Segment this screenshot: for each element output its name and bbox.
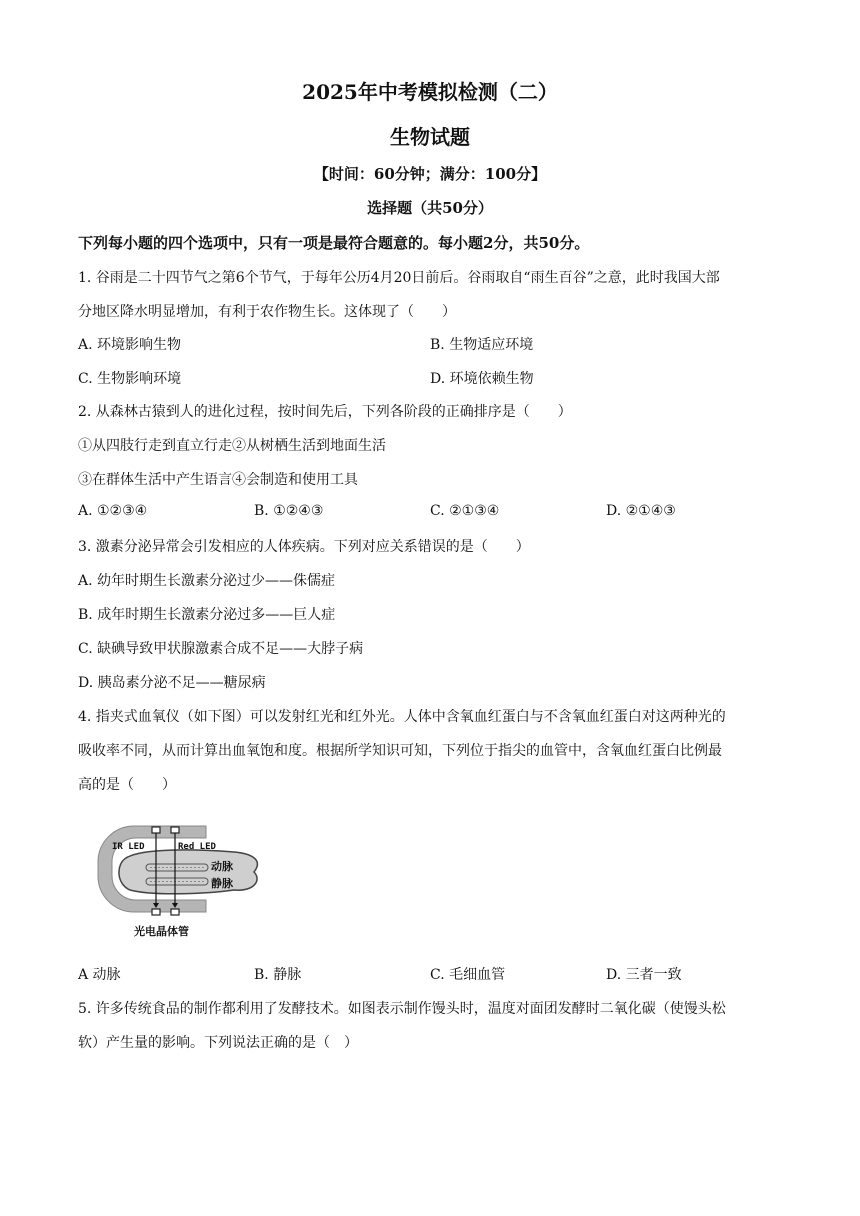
q2-stem-line2: ①从四肢行走到直立行走②从树栖生活到地面生活 bbox=[78, 438, 386, 454]
finger-shape bbox=[119, 850, 257, 894]
vein-label: 静脉 bbox=[211, 877, 233, 890]
red-led-label: Red LED bbox=[178, 842, 216, 852]
exam-title: 2025年中考模拟检测（二） bbox=[302, 80, 558, 104]
q4-option-b: B. 静脉 bbox=[254, 967, 302, 983]
red-led bbox=[171, 827, 179, 833]
q5-stem-line1: 5. 许多传统食品的制作都利用了发酵技术。如图表示制作馒头时，温度对面团发酵时二氧化碳（使馒头松 bbox=[78, 1001, 726, 1017]
q2-stem-line3: ③在群体生活中产生语言④会制造和使用工具 bbox=[78, 472, 358, 488]
q5-stem-line2: 软）产生量的影响。下列说法正确的是（ ） bbox=[78, 1035, 358, 1051]
subject-title: 生物试题 bbox=[390, 125, 470, 149]
q4-option-d: D. 三者一致 bbox=[606, 967, 682, 983]
q3-option-a: A. 幼年时期生长激素分泌过少——侏儒症 bbox=[78, 573, 336, 589]
q1-option-b: B. 生物适应环境 bbox=[430, 337, 534, 353]
q1-option-d: D. 环境依赖生物 bbox=[430, 371, 534, 387]
time-info: 【时间：60分钟；满分：100分】 bbox=[313, 165, 547, 183]
ir-led-label: IR LED bbox=[112, 842, 145, 852]
q2-option-c: C. ②①③④ bbox=[430, 503, 500, 519]
q1-option-a: A. 环境影响生物 bbox=[78, 337, 182, 353]
artery-label: 动脉 bbox=[211, 860, 233, 873]
q1-stem-line2: 分地区降水明显增加，有利于农作物生长。这体现了（ ） bbox=[78, 304, 456, 320]
q3-option-b: B. 成年时期生长激素分泌过多——巨人症 bbox=[78, 607, 336, 623]
q4-stem-line2: 吸收率不同，从而计算出血氧饱和度。根据所学知识可知，下列位于指尖的血管中，含氧血红蛋白比例最 bbox=[78, 743, 722, 759]
q1-option-c: C. 生物影响环境 bbox=[78, 371, 182, 387]
q4-stem-line1: 4. 指夹式血氧仪（如下图）可以发射红光和红外光。人体中含氧血红蛋白与不含氧血红蛋白对这两种光的 bbox=[78, 709, 726, 725]
figure-caption: 光电晶体管 bbox=[134, 925, 189, 938]
q4-stem-line3: 高的是（ ） bbox=[78, 777, 176, 793]
q2-option-b: B. ①②④③ bbox=[254, 503, 324, 519]
q3-stem-line1: 3. 激素分泌异常会引发相应的人体疾病。下列对应关系错误的是（ ） bbox=[78, 539, 530, 555]
ir-led bbox=[152, 827, 160, 833]
q4-option-a: A 动脉 bbox=[78, 967, 121, 983]
q1-stem-line1: 1. 谷雨是二十四节气之第6个节气，于每年公历4月20日前后。谷雨取自“雨生百谷”之意，此时我国大部 bbox=[78, 270, 720, 286]
q2-stem-line1: 2. 从森林古猿到人的进化过程，按时间先后，下列各阶段的正确排序是（ ） bbox=[78, 404, 572, 420]
q4-option-c: C. 毛细血管 bbox=[430, 967, 506, 983]
q2-option-a: A. ①②③④ bbox=[78, 503, 148, 519]
q2-option-d: D. ②①④③ bbox=[606, 503, 676, 519]
photodiode-1 bbox=[152, 909, 160, 915]
pulse-oximeter-figure bbox=[94, 822, 269, 942]
q3-option-d: D. 胰岛素分泌不足——糖尿病 bbox=[78, 675, 266, 691]
instruction-text: 下列每小题的四个选项中，只有一项是最符合题意的。每小题2分，共50分。 bbox=[78, 234, 590, 252]
section-heading: 选择题（共50分） bbox=[367, 199, 493, 217]
photodiode-2 bbox=[171, 909, 179, 915]
q3-option-c: C. 缺碘导致甲状腺激素合成不足——大脖子病 bbox=[78, 641, 364, 657]
